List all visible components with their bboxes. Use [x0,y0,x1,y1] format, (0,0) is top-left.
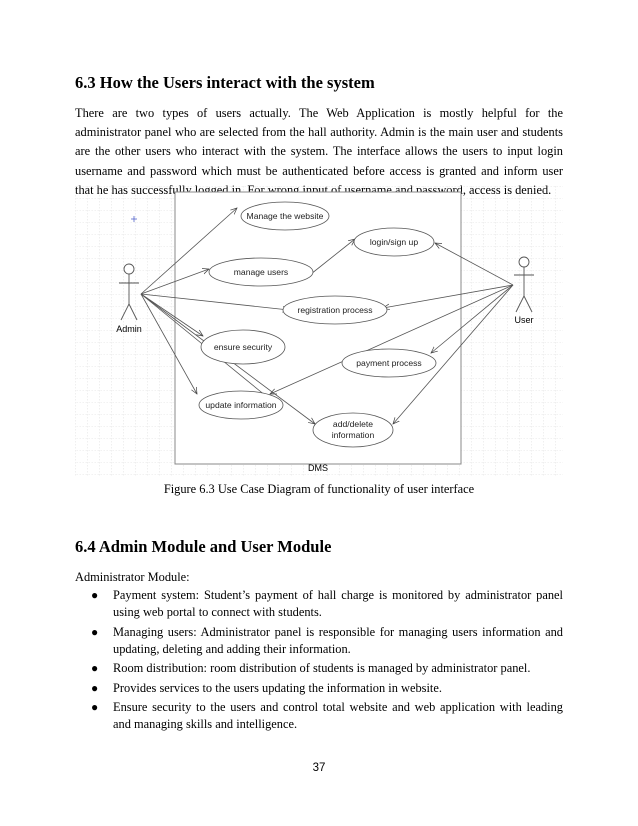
user-actor-label: User [514,315,534,325]
list-item: ● Provides services to the users updating the information in website. [91,680,442,695]
system-label: DMS [308,463,328,473]
use-case-manage-website: Manage the website [246,211,324,221]
page-number: 37 [312,762,326,774]
use-case-manage-users: manage users [233,267,289,277]
use-case-ensure-security: ensure security [213,342,273,352]
module-bullet-list [75,587,563,736]
bullet-icon: ● [91,700,99,714]
figure-caption: Figure 6.3 Use Case Diagram of functionality of user interface [163,482,475,496]
bullet-icon: ● [91,661,99,675]
list-item: ● Ensure security to the users and control total website and web application with leading and managing skills and intelligence. [91,700,563,731]
use-case-add-delete-info: information [331,430,375,440]
use-case-login: login/sign up [369,237,419,247]
section-heading-6-4: 6.4 Admin Module and User Module [75,537,332,556]
list-item: ● Managing users: Administrator panel is responsible for managing users information and updating, deleting and adding their information. [91,624,563,656]
paragraph-line: are the other users who interact with the system. The interface allows the users to input login [75,144,563,159]
module-title: Administrator Module: [75,570,190,584]
paragraph-line: There are two types of users actually. The Web Application is mostly helpful for the [75,106,563,120]
paragraph-line: administrator panel who are selected from the hall authority. Admin is the main user and students [75,125,563,140]
use-case-update-info: update information [205,400,277,410]
admin-actor-label: Admin [116,324,142,334]
use-case-diagram [75,186,563,476]
bullet-icon: ● [91,624,99,639]
use-case-payment: payment process [356,358,422,368]
bullet-icon: ● [91,588,99,602]
use-case-add-delete: add/delete [332,419,374,429]
list-item: ● Payment system: Student’s payment of hall charge is monitored by administrator panel using web portal to connect with students. [91,588,563,619]
section-heading-6-3: 6.3 How the Users interact with the system [75,73,375,92]
list-item: ● Room distribution: room distribution of students is managed by administrator panel. [91,661,531,675]
use-case-registration: registration process [297,305,373,315]
bullet-icon: ● [91,680,99,695]
paragraph-line: username and password which must be authenticated before access is granted and inform user [75,163,563,178]
